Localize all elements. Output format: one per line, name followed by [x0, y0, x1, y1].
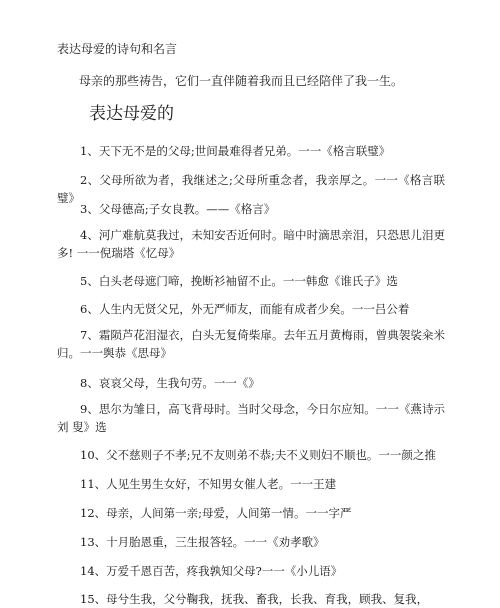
quote-item: 6、人生内无贤父兄，外无严师友，而能有成者少矣。一一吕公着: [80, 302, 410, 316]
quote-item: 9、思尔为雏日，高飞背母时。当时父母念，今日尔应知。一一《燕诗示刘 叟》选: [57, 402, 445, 434]
quote-item: 4、河广难航莫我过，未知安否近何时。暗中时滴思亲泪，只恐思儿泪更 多! 一一倪瑞塔《忆母》: [57, 228, 445, 260]
quote-item: 15、母兮生我，父兮鞠我，抚我、畜我，长我、育我，顾我、复我，: [80, 592, 429, 606]
quote-item: 12、母亲，人间第一亲;母爱，人间第一情。一一字严: [80, 506, 352, 520]
document-title: 表达母爱的诗句和名言: [57, 42, 178, 56]
quote-item: 5、白头老母遮门啼，挽断衫袖留不止。一一韩愈《谁氏子》选: [80, 274, 398, 288]
quote-item: 8、哀哀父母，生我句劳。一一《》: [80, 376, 260, 390]
quote-item: 11、人见生男生女好，不知男女催人老。一一王建: [80, 477, 337, 491]
quote-item: 10、父不慈则子不孝;兄不友则弟不恭;夫不义则妇不顺也。一一颜之推: [80, 448, 436, 462]
quote-item: 13、十月胎恩重，三生报答轻。一一《劝孝歌》: [80, 535, 325, 549]
section-heading: 表达母爱的: [89, 104, 174, 124]
quote-item: 14、万爱千恩百苦，疼我孰知父母?一一《小儿语》: [80, 564, 343, 578]
quote-item: 2、父母所欲为者，我继述之;父母所重念者，我亲厚之。一一《格言联 璧》: [57, 173, 445, 205]
quote-item: 3、父母德高;子女良教。——《格言》: [80, 202, 276, 216]
quote-item: 1、天下无不是的父母;世间最难得者兄弟。一一《格言联璧》: [80, 144, 391, 158]
quote-item: 7、霜陨芦花泪湿衣，白头无复倚柴扉。去年五月黄梅雨，曾典袈裟籴米 归。一一舆恭《思母》: [57, 328, 445, 360]
intro-paragraph: 母亲的那些祷告，它们一直伴随着我而且已经陪伴了我一生。: [79, 74, 404, 88]
